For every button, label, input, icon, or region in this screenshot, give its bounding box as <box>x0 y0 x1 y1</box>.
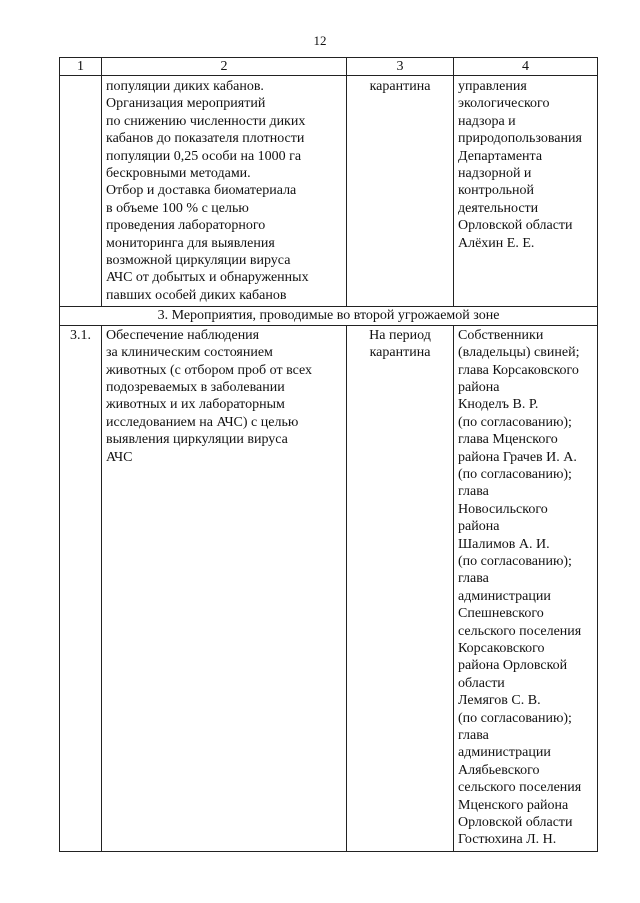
responsible-cell <box>454 76 598 307</box>
text-line: Шалимов А. И. <box>458 536 550 552</box>
table-header-row <box>60 58 598 76</box>
header-col-1: 1 <box>60 58 102 76</box>
text-line: исследованием на АЧС) с целью <box>106 414 299 430</box>
text-line: надзорной и <box>458 166 532 182</box>
row-number-cell <box>60 76 102 307</box>
table-row-3-1 <box>60 325 598 851</box>
header-col-4: 4 <box>454 58 598 76</box>
section-row <box>60 307 598 325</box>
section-title: 3. Мероприятия, проводимые во второй угрожаемой зоне <box>60 307 598 325</box>
text-line: павших особей диких кабанов <box>106 287 287 303</box>
text-line: карантина <box>369 79 431 94</box>
measure-cell <box>102 76 347 307</box>
text-line: администрации <box>458 588 551 604</box>
text-line: животных и их лабораторным <box>106 397 285 413</box>
text-line: района <box>458 519 500 535</box>
text-line: надзора и <box>458 113 516 129</box>
text-line: популяции диких кабанов. <box>106 79 264 94</box>
text-line: управления <box>458 79 527 94</box>
text-line: возможной циркуляции вируса <box>106 253 291 269</box>
text-line: (по согласованию); <box>458 466 572 482</box>
text-line: Алябьевского <box>458 762 540 778</box>
text-line: (по согласованию); <box>458 414 572 430</box>
text-line: глава <box>458 571 489 587</box>
text-line: мониторинга для выявления <box>106 235 275 251</box>
text-line: бескровными методами. <box>106 166 251 182</box>
text-line: Мценского района <box>458 797 569 813</box>
text-line: АЧС от добытых и обнаруженных <box>106 270 309 286</box>
text-line: по снижению численности диких <box>106 113 306 129</box>
text-line: деятельности <box>458 200 539 216</box>
text-line: Новосильского <box>458 501 548 517</box>
text-line: На период <box>369 327 431 343</box>
text-line: района Грачев И. А. <box>458 449 577 465</box>
text-line: Обеспечение наблюдения <box>106 327 260 343</box>
text-line: контрольной <box>458 183 535 199</box>
text-line: Алёхин Е. Е. <box>458 235 535 251</box>
period-cell <box>347 325 454 851</box>
text-line: глава <box>458 728 489 744</box>
text-line: области <box>458 675 505 691</box>
header-col-3: 3 <box>347 58 454 76</box>
text-line: Спешневского <box>458 606 544 622</box>
text-line: кабанов до показателя плотности <box>106 131 305 147</box>
text-line: (владельцы) свиней; <box>458 345 580 361</box>
text-line: (по согласованию); <box>458 553 572 569</box>
text-line: АЧС <box>106 449 133 465</box>
text-line: Гостюхина Л. Н. <box>458 832 557 848</box>
text-line: глава Мценского <box>458 432 558 448</box>
text-line: глава <box>458 484 489 500</box>
text-line: (по согласованию); <box>458 710 572 726</box>
period-cell <box>347 76 454 307</box>
text-line: Организация мероприятий <box>106 96 266 112</box>
text-line: глава Корсаковского <box>458 362 579 378</box>
text-line: района <box>458 379 500 395</box>
measure-cell <box>102 325 347 851</box>
text-line: проведения лабораторного <box>106 218 266 234</box>
text-line: карантина <box>369 345 431 361</box>
header-col-2: 2 <box>102 58 347 76</box>
text-line: выявления циркуляции вируса <box>106 432 288 448</box>
text-line: Орловской области <box>458 218 573 234</box>
row-number-cell: 3.1. <box>60 325 102 851</box>
text-line: Департамента <box>458 148 543 164</box>
text-line: Отбор и доставка биоматериала <box>106 183 297 199</box>
table-row-continued <box>60 76 598 307</box>
text-line: Кноделъ В. Р. <box>458 397 539 413</box>
text-line: сельского поселения <box>458 623 582 639</box>
page-number: 12 <box>313 33 327 48</box>
measures-table <box>59 57 598 852</box>
responsible-cell <box>454 325 598 851</box>
text-line: Корсаковского <box>458 641 545 656</box>
text-line: района Орловской <box>458 658 568 674</box>
text-line: за клиническим состоянием <box>106 345 273 361</box>
text-line: в объеме 100 % с целью <box>106 200 249 216</box>
text-line: животных (с отбором проб от всех <box>106 362 313 378</box>
text-line: администрации <box>458 745 551 761</box>
text-line: Орловской области <box>458 815 573 831</box>
text-line: сельского поселения <box>458 780 582 796</box>
text-line: Лемягов С. В. <box>458 693 541 709</box>
text-line: популяции 0,25 особи на 1000 га <box>106 148 302 164</box>
text-line: подозреваемых в заболевании <box>106 379 285 395</box>
text-line: природопользования <box>458 131 582 147</box>
text-line: экологического <box>458 96 550 112</box>
text-line: Собственники <box>458 327 544 343</box>
